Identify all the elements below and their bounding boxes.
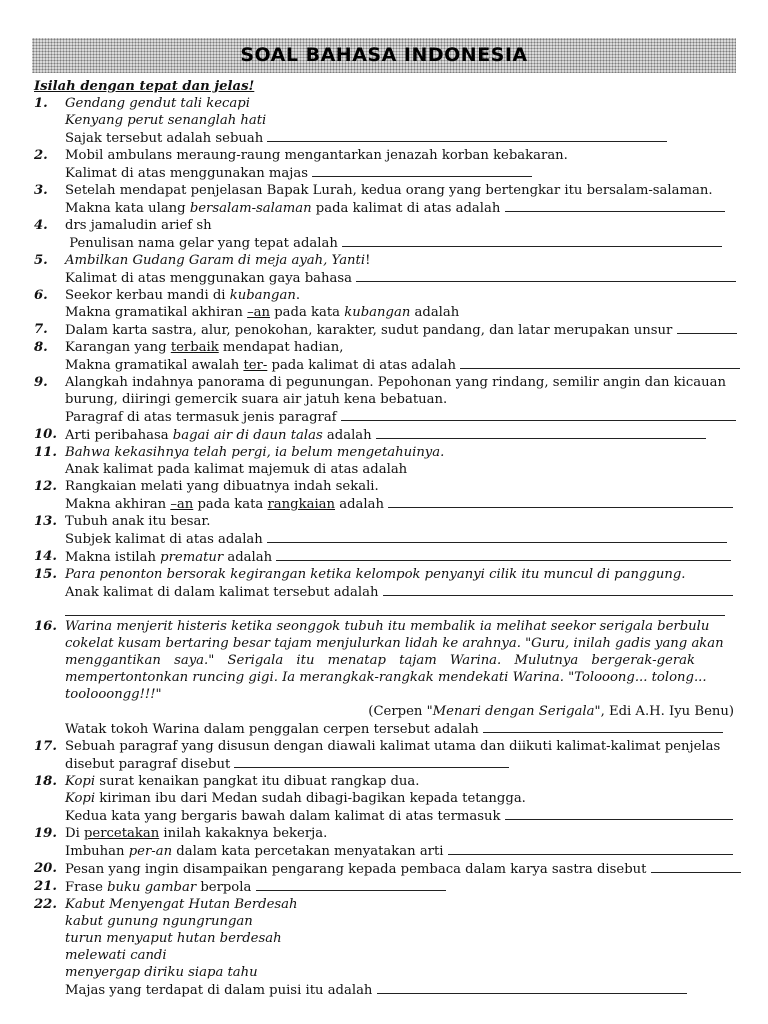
question-text: Di: [65, 826, 84, 841]
poem-line: Kabut Menyengat Hutan Berdesah: [65, 897, 298, 912]
title-banner: [32, 38, 736, 73]
question-text: adalah: [322, 428, 372, 443]
question-text: kiriman ibu dari Medan sudah dibagi-bagikan kepada tetangga.: [95, 791, 526, 806]
term: kubangan: [229, 288, 296, 303]
question-text: Karangan yang: [65, 340, 171, 355]
answer-blank[interactable]: [276, 548, 731, 561]
term: ter-: [243, 358, 268, 373]
question-2: [34, 147, 736, 182]
answer-blank[interactable]: [377, 981, 687, 994]
question-text: pada kalimat di atas adalah: [267, 358, 457, 373]
question-12: [34, 478, 736, 513]
answer-blank[interactable]: [483, 720, 723, 733]
question-3: [34, 182, 736, 217]
question-number: 3.: [34, 183, 48, 198]
question-number: 7.: [34, 322, 48, 337]
question-text: Kalimat di atas menggunakan majas: [65, 166, 309, 181]
quoted-sentence: Ambilkan Gudang Garam di meja ayah, Yanti: [65, 253, 366, 268]
question-text: Seekor kerbau mandi di: [65, 288, 230, 303]
worksheet: [34, 78, 736, 999]
story-excerpt: toolooongg!!!": [65, 687, 162, 702]
term: Kopi: [65, 791, 96, 806]
term: prematur: [160, 550, 224, 565]
question-11: [34, 444, 736, 478]
question-text: Sajak tersebut adalah sebuah: [65, 131, 264, 146]
term: –an: [170, 497, 194, 512]
question-text: adalah: [223, 550, 273, 565]
poem-line: menyergap diriku siapa tahu: [65, 965, 258, 980]
question-text: Kalimat di atas menggunakan gaya bahasa: [65, 271, 353, 286]
answer-blank[interactable]: [341, 408, 736, 421]
question-text: pada kata: [270, 305, 345, 320]
question-number: 4.: [34, 218, 48, 233]
question-text: pada kalimat di atas adalah: [311, 201, 501, 216]
proverb: bagai air di daun talas: [172, 428, 323, 443]
question-text: burung, diiringi gemercik suara air jatuh kena bebatuan.: [65, 392, 448, 407]
term: percetakan: [83, 826, 160, 841]
question-number: 2.: [34, 148, 48, 163]
question-21: [34, 878, 736, 896]
question-text: berpola: [196, 880, 252, 895]
question-text: Setelah mendapat penjelasan Bapak Lurah, kedua orang yang bertengkar itu bersalam-salaman.: [65, 183, 713, 198]
question-text: Makna akhiran: [65, 497, 171, 512]
question-17: [34, 738, 736, 773]
question-text: Kedua kata yang bergaris bawah dalam kalimat di atas termasuk: [65, 809, 501, 824]
question-text: Watak tokoh Warina dalam penggalan cerpen tersebut adalah: [65, 722, 479, 737]
question-text: Paragraf di atas termasuk jenis paragraf: [65, 410, 337, 425]
question-number: 21.: [34, 879, 57, 894]
question-text: Makna istilah: [65, 550, 161, 565]
question-number: 14.: [34, 549, 57, 564]
answer-blank[interactable]: [356, 269, 736, 282]
question-text: inilah kakaknya bekerja.: [159, 826, 328, 841]
question-text: adalah: [335, 497, 384, 512]
source-citation: (Cerpen ": [368, 704, 433, 719]
story-excerpt: menggantikan saya." Serigala itu menatap tajam Warina. Mulutnya bergerak-gerak: [65, 653, 696, 668]
term: –an: [247, 305, 271, 320]
question-15: [34, 566, 736, 618]
question-8: [34, 339, 736, 374]
answer-blank[interactable]: [267, 129, 667, 142]
answer-blank[interactable]: [505, 199, 725, 212]
question-text: dalam kata percetakan menyatakan arti: [172, 844, 444, 859]
poem-line: Kenyang perut senanglah hati: [65, 113, 267, 128]
poem-line: melewati candi: [65, 948, 167, 963]
question-text: adalah: [410, 305, 460, 320]
question-text: surat kenaikan pangkat itu dibuat rangkap dua.: [95, 774, 420, 789]
question-20: [34, 860, 736, 878]
answer-blank[interactable]: [505, 807, 733, 820]
question-text: Majas yang terdapat di dalam puisi itu adalah: [65, 983, 373, 998]
story-excerpt: mempertontonkan runcing gigi. Ia merangkak-rangkak mendekati Warina. "Tolooong... tolong...: [65, 670, 707, 685]
question-9: [34, 374, 736, 426]
story-excerpt: Warina menjerit histeris ketika seonggok tubuh itu membalik ia melihat seekor serigala berbulu: [65, 619, 710, 634]
question-text: Subjek kalimat di atas adalah: [65, 532, 263, 547]
answer-blank[interactable]: [312, 164, 532, 177]
question-text: !: [365, 253, 371, 268]
question-16: [34, 618, 736, 738]
answer-blank[interactable]: [677, 321, 737, 334]
question-text: Pesan yang ingin disampaikan pengarang kepada pembaca dalam karya sastra disebut: [65, 862, 647, 877]
answer-blank[interactable]: [460, 356, 740, 369]
question-number: 13.: [34, 514, 57, 529]
instruction: Isilah dengan tepat dan jelas!: [34, 79, 255, 94]
question-text: disebut paragraf disebut: [65, 757, 231, 772]
term: bersalam-salaman: [189, 201, 312, 216]
term: terbaik: [170, 340, 219, 355]
question-number: 1.: [34, 96, 48, 111]
source-citation: ", Edi A.H. Iyu Benu): [594, 704, 734, 719]
question-text: drs jamaludin arief sh: [65, 218, 212, 233]
question-number: 17.: [34, 739, 57, 754]
question-text: Tubuh anak itu besar.: [65, 514, 211, 529]
question-19: [34, 825, 736, 860]
question-text: Imbuhan: [65, 844, 129, 859]
term: Kopi: [65, 774, 96, 789]
question-text: Alangkah indahnya panorama di pegunungan. Pepohonan yang rindang, semilir angin dan kicauan: [65, 375, 726, 390]
question-number: 11.: [34, 445, 57, 460]
question-number: 6.: [34, 288, 48, 303]
quoted-sentence: Para penonton bersorak kegirangan ketika kelompok penyanyi cilik itu muncul di panggung.: [65, 567, 686, 582]
question-number: 8.: [34, 340, 48, 355]
story-excerpt: cokelat kusam bertaring besar tajam menjulurkan lidah ke arahnya. "Guru, inilah gadis yang akan: [65, 636, 724, 651]
answer-blank[interactable]: [65, 603, 725, 616]
poem-line: turun menyaput hutan berdesah: [65, 931, 282, 946]
question-text: mendapat hadian,: [218, 340, 344, 355]
question-14: [34, 548, 736, 566]
question-number: 20.: [34, 861, 57, 876]
page-title: SOAL BAHASA INDONESIA: [240, 44, 528, 66]
poem-line: Gendang gendut tali kecapi: [65, 96, 250, 111]
term: buku gambar: [107, 880, 197, 895]
question-number: 10.: [34, 427, 57, 442]
answer-blank[interactable]: [256, 878, 446, 891]
question-text: Penulisan nama gelar yang tepat adalah: [69, 236, 338, 251]
question-number: 5.: [34, 253, 48, 268]
question-text: Dalam karta sastra, alur, penokohan, karakter, sudut pandang, dan latar merupakan unsur: [65, 323, 673, 338]
term: rangkaian: [267, 497, 336, 512]
question-text: Sebuah paragraf yang disusun dengan diawali kalimat utama dan diikuti kalimat-kalimat penjelas: [65, 739, 721, 754]
source-title: Menari dengan Serigala: [432, 704, 595, 719]
question-number: 22.: [34, 897, 57, 912]
question-text: Mobil ambulans meraung-raung mengantarkan jenazah korban kebakaran.: [65, 148, 568, 163]
question-number: 12.: [34, 479, 57, 494]
question-5: [34, 252, 736, 287]
question-13: [34, 513, 736, 548]
question-text: Makna gramatikal awalah: [65, 358, 244, 373]
answer-blank[interactable]: [448, 842, 733, 855]
question-18: [34, 773, 736, 825]
poem-line: kabut gunung ngungrungan: [65, 914, 253, 929]
question-text: Rangkaian melati yang dibuatnya indah sekali.: [65, 479, 379, 494]
term: per-an: [128, 844, 173, 859]
question-number: 9.: [34, 375, 48, 390]
question-text: Makna gramatikal akhiran: [65, 305, 248, 320]
question-number: 18.: [34, 774, 57, 789]
question-text: .: [295, 288, 301, 303]
answer-blank[interactable]: [383, 583, 733, 596]
quoted-sentence: Bahwa kekasihnya telah pergi, ia belum mengetahuinya.: [65, 445, 445, 460]
answer-blank[interactable]: [376, 426, 706, 439]
term: kubangan: [344, 305, 411, 320]
question-text: Anak kalimat di dalam kalimat tersebut adalah: [65, 585, 379, 600]
question-number: 19.: [34, 826, 57, 841]
question-number: 16.: [34, 619, 57, 634]
question-text: Arti peribahasa: [65, 428, 173, 443]
answer-blank[interactable]: [267, 530, 727, 543]
answer-blank[interactable]: [234, 755, 509, 768]
answer-blank[interactable]: [651, 860, 741, 873]
question-text: Makna kata ulang: [65, 201, 190, 216]
question-22: [34, 896, 736, 999]
question-text: pada kata: [193, 497, 268, 512]
answer-blank[interactable]: [388, 495, 733, 508]
question-4: [34, 217, 736, 252]
question-10: [34, 426, 736, 444]
question-7: [34, 321, 736, 339]
answer-blank[interactable]: [342, 234, 722, 247]
question-number: 15.: [34, 567, 57, 582]
question-6: [34, 287, 736, 321]
question-1: [34, 95, 736, 147]
question-text: Anak kalimat pada kalimat majemuk di atas adalah: [65, 462, 408, 477]
question-text: Frase: [65, 880, 108, 895]
